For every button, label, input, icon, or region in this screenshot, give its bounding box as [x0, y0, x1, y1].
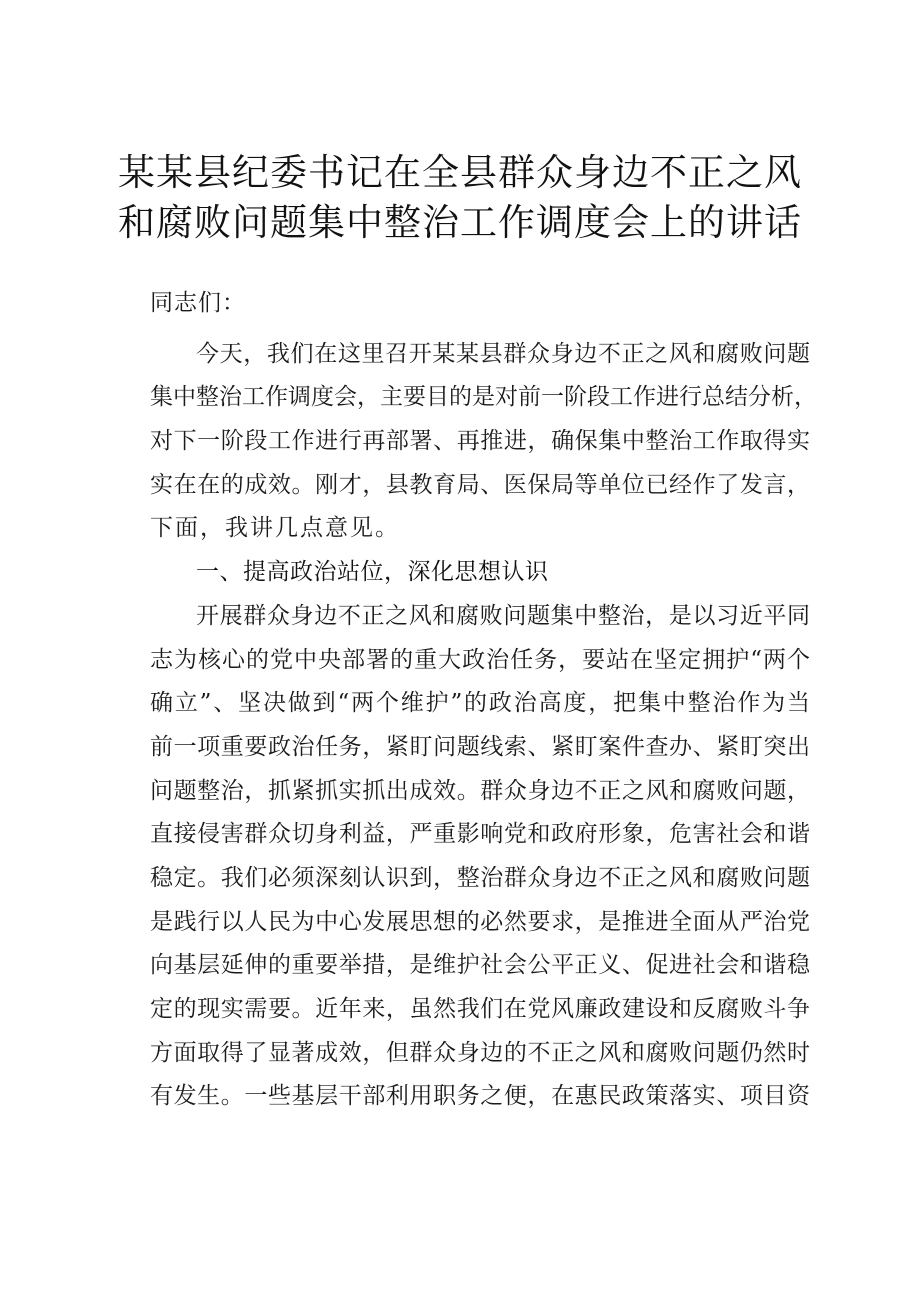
- text-line: 是践行以人民为中心发展思想的必然要求，是推进全面从严治党: [150, 908, 810, 935]
- text-line: 下面，我讲几点意见。: [150, 515, 400, 542]
- section-heading: 一、提高政治站位，深化思想认识: [196, 559, 549, 586]
- section-paragraph: [150, 595, 810, 1119]
- title-line-1: 某某县纪委书记在全县群众身边不正之风: [118, 151, 802, 194]
- title-line-2: 和腐败问题集中整治工作调度会上的讲话: [118, 201, 802, 244]
- page-title: [100, 148, 820, 248]
- text-line: 向基层延伸的重要举措，是维护社会公平正义、促进社会和谐稳: [150, 952, 810, 979]
- text-line: 志为核心的党中央部署的重大政治任务，要站在坚定拥护“两个: [150, 646, 810, 673]
- text-line: 今天，我们在这里召开某某县群众身边不正之风和腐败问题: [196, 340, 810, 367]
- intro-paragraph: [150, 333, 817, 551]
- text-line: 直接侵害群众切身利益，严重影响党和政府形象，危害社会和谐: [150, 821, 810, 848]
- text-line: 对下一阶段工作进行再部署、再推进，确保集中整治工作取得实: [150, 428, 810, 455]
- text-line: 前一项重要政治任务，紧盯问题线索、紧盯案件查办、紧盯突出: [150, 733, 810, 760]
- text-line: 定的现实需要。近年来，虽然我们在党风廉政建设和反腐败斗争: [150, 996, 810, 1023]
- text-line: 方面取得了显著成效，但群众身边的不正之风和腐败问题仍然时: [150, 1039, 810, 1066]
- text-line: 问题整治，抓紧抓实抓出成效。群众身边不正之风和腐败问题，: [150, 777, 810, 804]
- text-line: 实在在的成效。刚才，县教育局、医保局等单位已经作了发言，: [150, 471, 810, 498]
- text-line: 有发生。一些基层干部利用职务之便，在惠民政策落实、项目资: [150, 1083, 810, 1110]
- text-line: 稳定。我们必须深刻认识到，整治群众身边不正之风和腐败问题: [150, 864, 810, 891]
- text-line: 确立”、坚决做到“两个维护”的政治高度，把集中整治作为当: [150, 690, 810, 717]
- text-line: 开展群众身边不正之风和腐败问题集中整治，是以习近平同: [196, 602, 810, 629]
- text-line: 集中整治工作调度会，主要目的是对前一阶段工作进行总结分析，: [150, 384, 817, 411]
- salutation: 同志们：: [150, 290, 246, 316]
- document-body: [150, 282, 817, 1119]
